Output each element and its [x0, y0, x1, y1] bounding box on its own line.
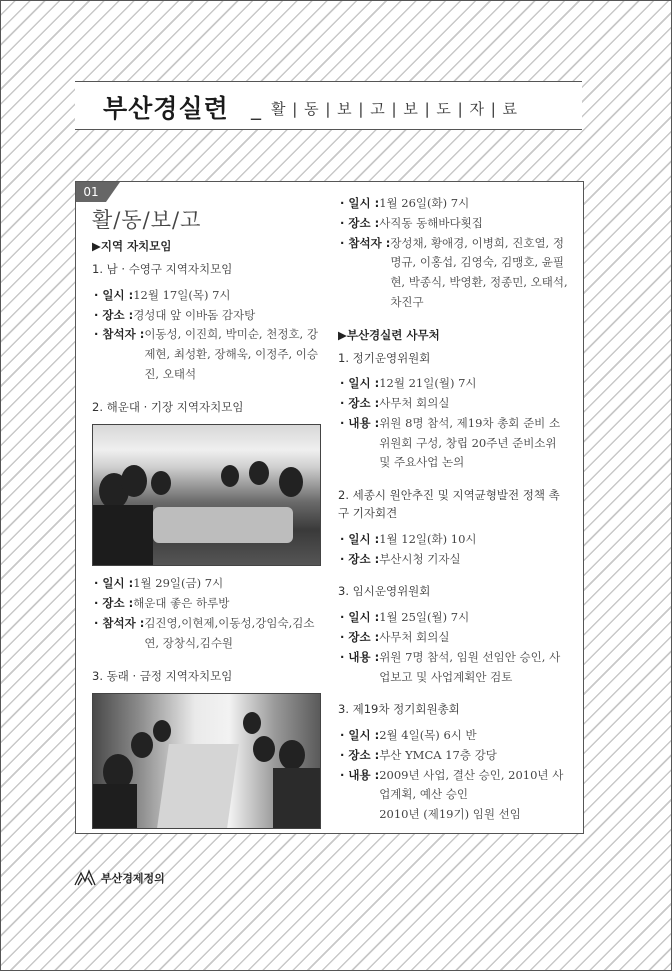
- group3-date-row: [338, 194, 570, 214]
- group2-attend-row: [92, 614, 324, 654]
- footer-org-name: 부산경제정의: [101, 872, 165, 885]
- footer-logo: [73, 869, 165, 887]
- o4-place: 부산 YMCA 17층 강당: [379, 747, 497, 762]
- o3-date: 1월 25일(월) 7시: [379, 610, 470, 625]
- o2-place: 부산시청 기자실: [379, 551, 461, 566]
- date-label: · 일시 :: [94, 287, 134, 302]
- date-label: · 일시 :: [340, 531, 380, 546]
- group2-title: 2. 해운대 · 기장 지역자치모임: [92, 399, 244, 414]
- left-column: [92, 238, 324, 837]
- group1-date: 12월 17일(목) 7시: [133, 287, 231, 302]
- date-label: · 일시 :: [340, 610, 380, 625]
- section-number: 01: [76, 182, 106, 202]
- group2-attendees: 김진영,이현제,이동성,강임숙,김소연, 장창식,김수원: [144, 615, 315, 650]
- group3-title: 3. 동래 · 금정 지역자치모임: [92, 668, 233, 683]
- o4-place-row: [338, 746, 570, 766]
- o4-date-row: [338, 726, 570, 746]
- section-title: 활/동/보/고: [92, 208, 202, 232]
- attend-label: · 참석자 :: [340, 235, 391, 250]
- o2-place-row: [338, 550, 570, 570]
- place-label: · 장소 :: [94, 596, 134, 611]
- group1-place-row: [92, 306, 324, 326]
- content-label: · 내용 :: [340, 415, 380, 430]
- date-label: · 일시 :: [94, 576, 134, 591]
- org-logo-icon: [73, 869, 97, 887]
- attend-label: · 참석자 :: [94, 327, 145, 342]
- group1-attend-row: [92, 325, 324, 384]
- title-separator: _: [251, 96, 261, 120]
- page-subtitle: 활 | 동 | 보 | 고 | 보 | 도 | 자 | 료: [271, 100, 519, 118]
- o1-content-row: [338, 414, 570, 473]
- group3-attend-row: [338, 234, 570, 313]
- o3-date-row: [338, 608, 570, 628]
- date-label: · 일시 :: [340, 196, 380, 210]
- o1-content: 위원 8명 참석, 제19차 총회 준비 소위원회 구성, 창립 20주년 준비소위 및 주요사업 논의: [379, 415, 561, 470]
- group1-title: 1. 남 · 수영구 지역자치모임: [92, 262, 233, 276]
- o4-content-row: [338, 766, 570, 825]
- o4-title: 3. 제19차 정기회원총회: [338, 702, 460, 717]
- header-band: [75, 81, 582, 130]
- attend-label: · 참석자 :: [94, 615, 145, 630]
- o3-content: 위원 7명 참석, 임원 선임안 승인, 사업보고 및 사업계획안 검토: [379, 649, 561, 684]
- place-label: · 장소 :: [340, 551, 380, 566]
- content-box: [75, 181, 584, 834]
- o4-content: 2009년 사업, 결산 승인, 2010년 사업계획, 예산 승인: [379, 767, 564, 802]
- regional-heading: ▶지역 자치모임: [92, 239, 172, 253]
- group2-place-row: [92, 594, 324, 614]
- group3-place-row: [338, 214, 570, 234]
- content-label: · 내용 :: [340, 649, 380, 664]
- group3-place: 사직동 동해바다횟집: [379, 215, 483, 230]
- o3-place: 사무처 회의실: [379, 629, 450, 644]
- group1-attendees: 이동성, 이진희, 박미순, 천정호, 강제현, 최성환, 장해욱, 이정주, 이승진, 오태석: [144, 327, 318, 381]
- place-label: · 장소 :: [340, 215, 380, 230]
- o3-title: 3. 임시운영위원회: [338, 584, 431, 599]
- place-label: · 장소 :: [340, 396, 380, 411]
- o3-content-row: [338, 648, 570, 688]
- o2-date: 1월 12일(화) 10시: [379, 531, 477, 546]
- o2-title: 2. 세종시 원안추진 및 지역균형발전 정책 촉구 기자회견: [338, 488, 560, 521]
- group2-meeting-photo: [92, 424, 321, 566]
- place-label: · 장소 :: [340, 629, 380, 644]
- group2-date-row: [92, 574, 324, 594]
- place-label: · 장소 :: [340, 747, 380, 762]
- o2-date-row: [338, 530, 570, 550]
- group2-date: 1월 29일(금) 7시: [133, 576, 224, 591]
- section-tab-corner: [106, 182, 120, 202]
- o1-title: 1. 정기운영위원회: [338, 350, 431, 365]
- o1-place-row: [338, 394, 570, 414]
- o4-content2: 2010년 (제19기) 임원 선임: [379, 807, 521, 822]
- o4-date: 2월 4일(목) 6시 반: [379, 728, 477, 743]
- o1-date-row: [338, 374, 570, 394]
- page-title: 부산경실련: [103, 94, 229, 123]
- group3-meeting-photo: [92, 693, 321, 829]
- group3-date: 1월 26일(화) 7시: [379, 196, 470, 210]
- o3-place-row: [338, 628, 570, 648]
- group1-date-row: [92, 286, 324, 306]
- group2-place: 해운대 좋은 하루방: [133, 596, 230, 611]
- date-label: · 일시 :: [340, 376, 380, 391]
- office-heading: ▶부산경실련 사무처: [338, 327, 440, 342]
- o1-date: 12월 21일(월) 7시: [379, 376, 477, 391]
- o1-place: 사무처 회의실: [379, 396, 450, 411]
- right-column: [338, 194, 570, 825]
- date-label: · 일시 :: [340, 728, 380, 743]
- content-label: · 내용 :: [340, 767, 380, 782]
- group1-place: 경성대 앞 이바돔 감자탕: [133, 307, 256, 322]
- place-label: · 장소 :: [94, 307, 134, 322]
- group3-attendees: 장성채, 황애경, 이병희, 진호열, 정명규, 이홍섭, 김영숙, 김맹호, 윤필현, 박종식, 박영환, 정종민, 오태석, 차진구: [390, 235, 568, 309]
